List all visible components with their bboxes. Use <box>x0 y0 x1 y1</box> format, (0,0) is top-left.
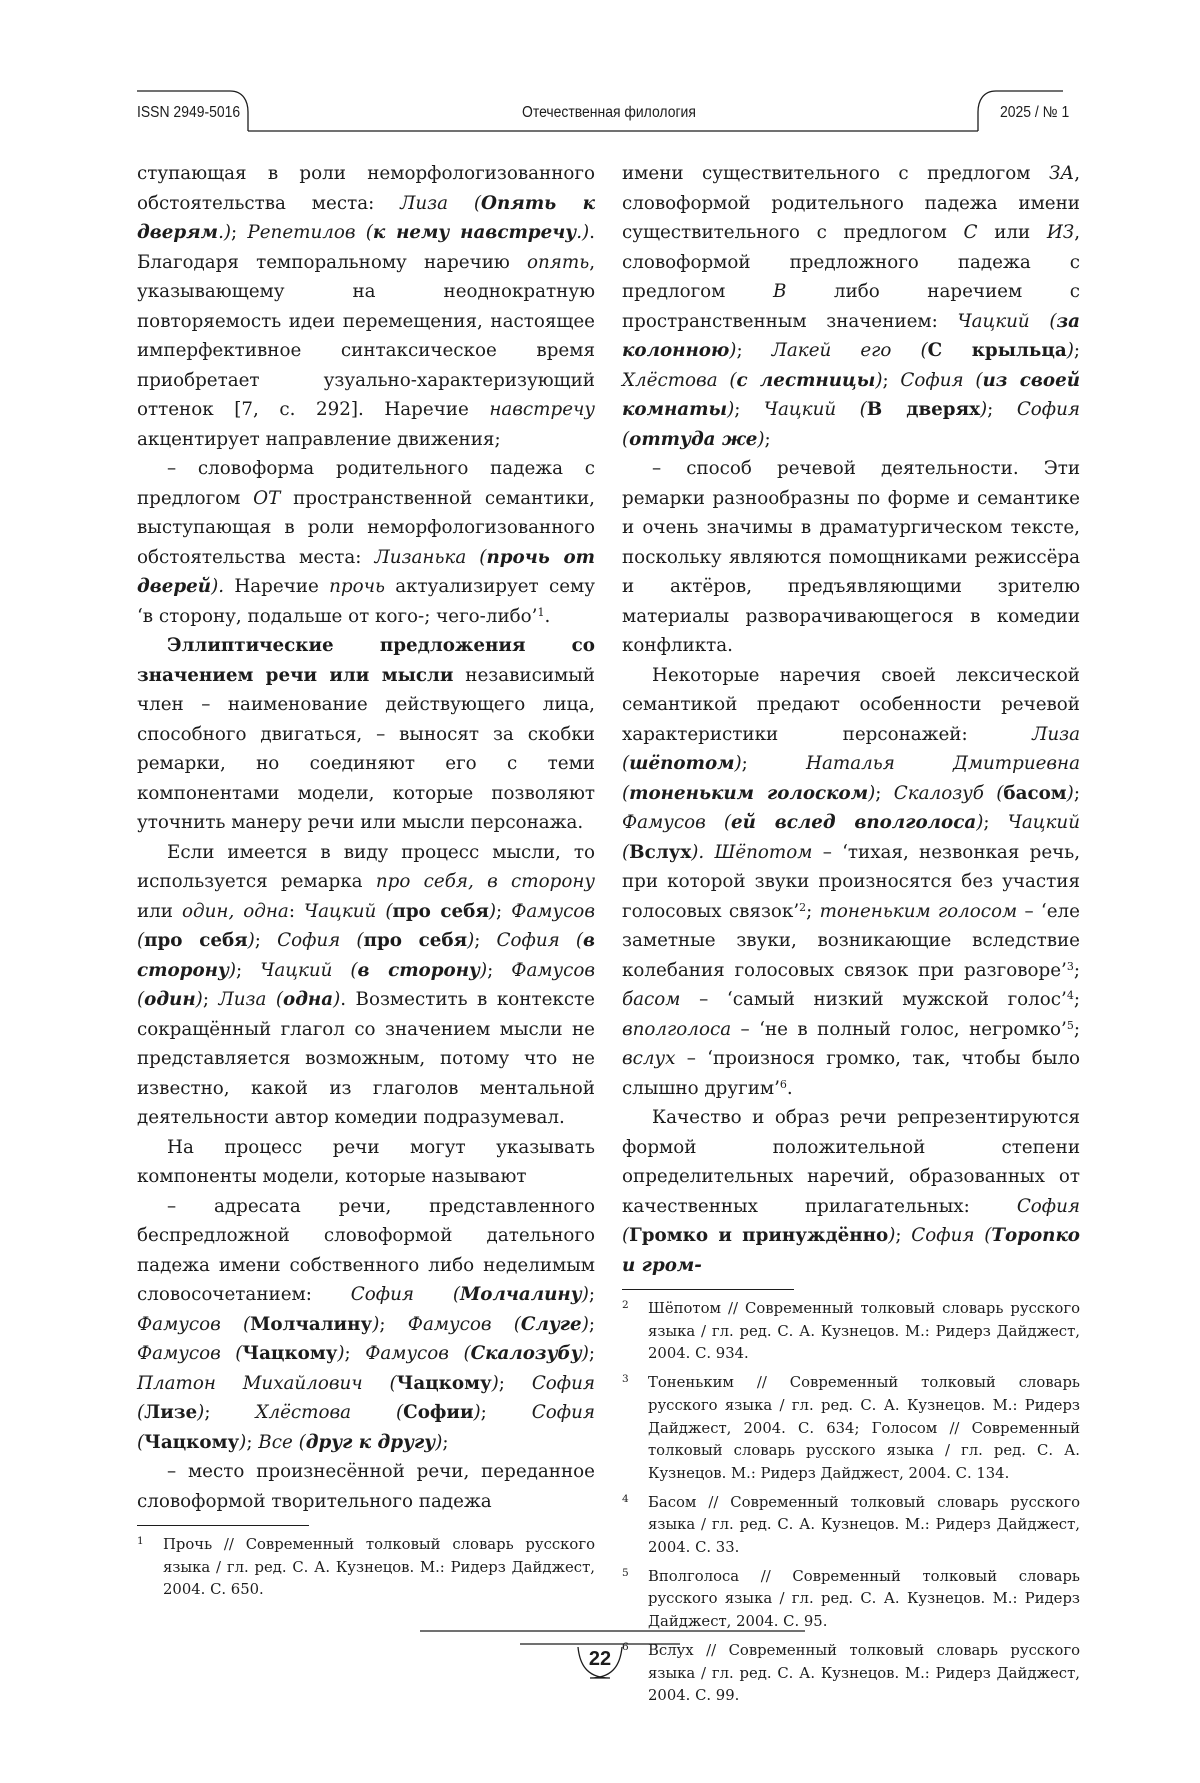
text-run: Скалозубу <box>470 1343 582 1364</box>
paragraph <box>137 1133 595 1192</box>
text-run: , указывающему на неоднократную повторяемость идеи перемещения, настоящее имперфективное синтаксическое время приобретает узуально-характеризующий оттенок [7, с. 292]. Наречие <box>137 251 595 420</box>
text-run <box>704 842 714 863</box>
text-run: Молчалину <box>250 1313 373 1335</box>
footnote-text: Тоненьким // Современный толковый словарь русского языка / гл. ред. С. А. Кузнецов. М.: Ридерз Дайджест, 2004. С. 634; Голосом // Современный толковый словарь русского языка / гл. ред. С. А. Кузнецов. М.: Ридерз Дайджест, 2004. С. 134. <box>648 1374 1080 1482</box>
text-run: ; <box>202 989 219 1010</box>
text-run: пространственной семантики, выступающая в роли неморфологизованного обстоятельства места: <box>137 487 595 568</box>
text-run: ) <box>581 1343 589 1364</box>
text-run: ; <box>231 222 248 243</box>
text-run: Качество и образ речи репрезентируются формой положительной степени определительных наречий, образованных от качественных прилагательных: <box>622 1107 1080 1217</box>
paragraph <box>137 631 595 838</box>
footnote <box>137 1534 595 1602</box>
text-run: ; <box>895 1225 912 1246</box>
text-run: ) <box>734 753 742 774</box>
text-run: ОТ <box>253 487 281 509</box>
text-run: Наречие <box>224 576 330 597</box>
text-run: ; <box>1073 340 1080 361</box>
footnote-number: 4 <box>622 1492 629 1505</box>
text-run: С <box>963 222 978 243</box>
text-run: София ( <box>277 930 364 951</box>
text-run: Если имеется в виду процесс мысли, то используется ремарка <box>137 841 595 892</box>
text-run: ) <box>727 399 735 420</box>
paragraph <box>137 838 595 1133</box>
footnote <box>622 1492 1080 1560</box>
text-run: София ( <box>911 1225 992 1246</box>
text-run: С крыльца <box>927 340 1067 361</box>
footnotes <box>137 1534 595 1602</box>
text-run: или <box>977 222 1047 243</box>
footnote-text: Басом // Современный толковый словарь русского языка / гл. ред. С. А. Кузнецов. М.: Ридерз Дайджест, 2004. С. 33. <box>648 1493 1080 1557</box>
footnote-number: 6 <box>622 1640 629 1653</box>
text-run: опять <box>527 251 590 273</box>
text-run: Наталья Дмитриевна ( <box>622 753 1080 804</box>
text-run: ) <box>581 1284 589 1305</box>
text-run: за колонною <box>622 310 1080 361</box>
text-run: из своей комнаты <box>622 369 1080 420</box>
text-run: ; <box>588 1313 595 1335</box>
text-run: ) <box>488 900 497 922</box>
footnote <box>622 1640 1080 1708</box>
text-run: прочь от дверей <box>137 546 596 597</box>
text-run: ) <box>868 782 876 804</box>
text-run: ; <box>442 1431 449 1453</box>
text-run: ей вслед вполголоса <box>731 812 977 833</box>
text-run: про себя <box>392 900 489 922</box>
text-run: , словоформой родительного падежа имени существительного с предлогом <box>622 163 1080 243</box>
text-run: тоненьким голоском <box>629 782 869 804</box>
text-run: Некоторые наречия своей лексической семантикой предают особенности речевой характеристики персонажей: <box>622 664 1080 745</box>
paragraph <box>137 1457 595 1516</box>
text-run: Фамусов ( <box>137 900 595 951</box>
text-run: – ‘не в полный голос, негромко’ <box>731 1018 1067 1040</box>
text-run: ) <box>491 1372 499 1394</box>
text-run: ; <box>1073 959 1080 981</box>
paragraph <box>622 159 1080 454</box>
text-run: ; <box>246 1431 259 1453</box>
text-run: имени существительного с предлогом <box>622 163 1049 184</box>
text-run: ) <box>337 1343 345 1364</box>
text-run: Лиза ( <box>218 989 283 1010</box>
text-run: . Возместить в контексте сокращённый глагол со значением мысли не представляется возможным, потому что не известно, какой из глаголов ментальной деятельности автор комедии подразумевал. <box>137 989 595 1128</box>
text-run: Хлёстова ( <box>622 369 737 391</box>
text-run: ) <box>976 812 984 833</box>
text-run: ) <box>888 1225 896 1246</box>
text-run: Фамусов ( <box>137 959 595 1010</box>
text-run: – ‘самый низкий мужской голос’ <box>680 989 1067 1010</box>
text-run: – адресата речи, представленного беспредложной словоформой дательного падежа имени собственного либо неделимым словосочетанием: <box>137 1195 595 1305</box>
text-run: ) <box>729 340 737 361</box>
text-run: ; <box>1073 989 1080 1010</box>
text-run: Шёпотом <box>714 841 813 863</box>
header-issue: 2025 / № 1 <box>1000 104 1070 121</box>
text-run: ) <box>435 1431 443 1453</box>
text-run: Лизе <box>144 1402 198 1423</box>
text-run: ). <box>691 841 705 863</box>
text-run: ) <box>228 959 237 981</box>
text-run: независимый член – наименование действующего лица, способного двигаться, – выносят за скобки ремарки, но соединяют его с теми компонентами модели, которые позволяют уточнить манеру речи или мысли персонажа. <box>137 664 595 833</box>
text-run: с лестницы <box>736 369 876 391</box>
footnotes <box>622 1298 1080 1708</box>
text-run: ИЗ <box>1046 222 1075 243</box>
text-run: ). <box>211 576 225 597</box>
text-run: .) <box>576 222 590 243</box>
text-run: басом <box>622 989 681 1010</box>
text-run: ; <box>734 399 764 420</box>
footnote-number: 3 <box>622 1373 629 1386</box>
text-run: или <box>137 900 183 922</box>
text-run: ) <box>247 930 255 951</box>
text-run: ) <box>467 930 475 951</box>
text-run: Чацкому <box>242 1343 338 1364</box>
text-run: вполголоса <box>622 1018 732 1040</box>
text-run: ; <box>236 959 261 981</box>
footnote <box>622 1566 1080 1634</box>
footnote-ref: 3 <box>1066 959 1074 973</box>
text-run: ; <box>764 428 771 450</box>
text-run: София ( <box>350 1284 461 1305</box>
text-run: ) <box>479 959 488 981</box>
text-run: Лакей его ( <box>771 340 928 361</box>
footnote-ref: 4 <box>1066 989 1074 1002</box>
text-run: басом <box>1003 782 1067 804</box>
text-run: София ( <box>137 1402 595 1453</box>
text-run: – ‘произнося громко, так, чтобы было слышно другим’ <box>622 1048 1080 1099</box>
text-run: ; <box>588 1343 595 1364</box>
text-run: В дверях <box>866 399 980 420</box>
text-run: ; <box>1073 1018 1080 1040</box>
text-run: .) <box>218 222 232 243</box>
text-run: про себя <box>144 930 248 951</box>
text-run: акцентирует направление движения; <box>137 428 501 450</box>
footnote-text: Вслух // Современный толковый словарь русского языка / гл. ред. С. А. Кузнецов. М.: Ридерз Дайджест, 2004. С. 99. <box>648 1641 1080 1705</box>
text-run: София ( <box>900 369 983 391</box>
text-run: Громко и принуждённо <box>629 1225 889 1246</box>
text-run: про себя <box>363 930 468 951</box>
text-run: Слуге <box>520 1313 582 1335</box>
footnote <box>622 1372 1080 1486</box>
text-run: Чацкий ( <box>763 399 867 420</box>
text-run: София ( <box>622 399 1080 450</box>
text-run: . <box>544 605 551 627</box>
text-run: Опять к дверям <box>137 192 596 243</box>
text-run: Платон Михайлович ( <box>137 1372 397 1394</box>
left-column <box>137 159 595 1608</box>
text-run: ) <box>372 1313 380 1335</box>
text-run: София ( <box>496 930 583 951</box>
text-run: Фамусов ( <box>407 1313 521 1335</box>
text-run: ; <box>987 399 1017 420</box>
text-run: – ‘еле заметные звуки, возникающие вследствие колебания голосовых связок при разговоре’ <box>622 900 1080 981</box>
text-run: ЗА <box>1048 163 1075 184</box>
text-run: ) <box>980 399 988 420</box>
text-run: вслух <box>622 1048 676 1069</box>
footnote-text: Шёпотом // Современный толковый словарь русского языка / гл. ред. С. А. Кузнецов. М.: Ридерз Дайджест, 2004. С. 934. <box>648 1300 1080 1363</box>
footnote-separator <box>137 1525 309 1526</box>
footnote-number: 5 <box>622 1566 629 1579</box>
text-run: ; <box>983 812 1008 833</box>
text-run: ) <box>333 989 341 1010</box>
text-run: прочь <box>329 576 385 597</box>
text-run: Чацкий ( <box>304 900 393 922</box>
text-run: – способ речевой деятельности. Эти ремарки разнообразны по форме и семантике и очень значимы в драматургическом тексте, поскольку являются помощниками режиссёра и актёров, предъявляющими зрителю материалы разворачивающегося в комедии конфликта. <box>622 458 1080 656</box>
text-run: ; <box>379 1313 408 1335</box>
text-run: навстречу <box>489 399 595 420</box>
paragraph <box>137 159 595 454</box>
page-number: 22 <box>588 1648 612 1670</box>
footnote-ref: 5 <box>1066 1018 1074 1032</box>
text-run: . Благодаря темпоральному наречию <box>137 222 595 273</box>
text-run: ) <box>757 428 765 450</box>
text-run: ; <box>204 1402 256 1423</box>
text-run: – ‘тихая, незвонкая речь, при которой звуки произносятся без участия голосовых связок’ <box>622 841 1081 922</box>
text-run: шёпотом <box>629 753 735 774</box>
text-run: Чацкому <box>396 1372 492 1394</box>
text-run: Фамусов ( <box>365 1343 471 1364</box>
text-run: : <box>288 900 305 922</box>
text-run: Скалозуб ( <box>893 782 1004 804</box>
paragraph <box>137 454 595 631</box>
text-run: друг к другу <box>305 1431 436 1453</box>
text-run: Лизанька ( <box>374 546 487 568</box>
footnote <box>622 1298 1080 1366</box>
text-run: ) <box>581 1313 589 1335</box>
paragraph <box>137 1192 595 1458</box>
text-run: актуализирует сему ‘в сторону, подальше от кого-; чего-либо’ <box>137 576 595 627</box>
text-run: ; <box>588 1284 595 1305</box>
text-run: Чацкий ( <box>622 812 1080 863</box>
text-run: София ( <box>622 1195 1080 1246</box>
right-column <box>622 159 1080 1714</box>
text-run: про себя, в сторону <box>375 871 595 892</box>
text-run: в сторону <box>357 959 480 981</box>
footnote-text: Вполголоса // Современный толковый словарь русского языка / гл. ред. С. А. Кузнецов. М.: Ридерз Дайджест, 2004. С. 95. <box>648 1567 1080 1631</box>
footnote-text: Прочь // Современный толковый словарь русского языка / гл. ред. С. А. Кузнецов. М.: Ридерз Дайджест, 2004. С. 650. <box>163 1536 595 1599</box>
text-run: ; <box>344 1343 366 1364</box>
text-run: Лиза ( <box>400 192 482 214</box>
text-run: Репетилов ( <box>247 222 373 243</box>
text-run: ) <box>1066 340 1074 361</box>
text-run: тоненьким голосом <box>819 900 1018 922</box>
text-run: в сторону <box>137 930 595 981</box>
footnote-separator <box>622 1289 794 1290</box>
text-run: Лиза ( <box>622 723 1080 774</box>
text-run: Все ( <box>258 1431 306 1453</box>
text-run: Софии <box>403 1402 474 1423</box>
text-run: Чацкий ( <box>260 959 358 981</box>
text-run: , словоформой предложного падежа с предлогом <box>622 222 1080 302</box>
text-run: – словоформа родительного падежа с предлогом <box>137 458 595 509</box>
text-run: Чацкий ( <box>957 310 1057 332</box>
text-run: оттуда же <box>629 428 758 450</box>
text-run: Эллиптические предложения со значением речи или мысли <box>137 635 595 686</box>
header-issn: ISSN 2949-5016 <box>137 104 241 121</box>
text-run: ) <box>239 1431 247 1453</box>
text-run: ; <box>736 340 772 361</box>
text-run: В <box>772 281 787 302</box>
text-run: ; <box>480 1402 532 1423</box>
text-run: ; <box>806 900 820 922</box>
text-run: Фамусов ( <box>137 1343 243 1364</box>
text-run: ) <box>197 1402 205 1423</box>
text-run: ) <box>473 1402 481 1423</box>
text-run: ; <box>474 930 497 951</box>
text-run: ) <box>195 989 203 1010</box>
text-run: либо наречием с пространственным значением: <box>622 281 1080 332</box>
text-run: Хлёстова ( <box>255 1402 404 1423</box>
text-run: Чацкому <box>144 1431 240 1453</box>
text-run: один <box>144 989 196 1010</box>
text-run: – место произнесённой речи, переданное словоформой творительного падежа <box>137 1461 595 1512</box>
footnote-ref: 2 <box>799 900 807 914</box>
text-run: ) <box>1066 782 1074 804</box>
footnote-number: 2 <box>622 1299 629 1311</box>
text-run: Молчалину <box>460 1284 582 1305</box>
text-run: одна <box>283 989 334 1010</box>
text-run: ) <box>875 369 883 391</box>
footnote-ref: 6 <box>779 1077 787 1091</box>
text-run: ; <box>882 369 901 391</box>
text-run: ; <box>496 900 512 922</box>
text-run: Торопко и гром- <box>622 1225 1081 1276</box>
text-run: ; <box>741 753 807 774</box>
paragraph <box>622 661 1080 1104</box>
text-run: один, одна <box>182 900 289 922</box>
header-journal-title: Отечественная филология <box>522 104 696 121</box>
text-run: Фамусов ( <box>137 1313 251 1335</box>
text-run: ; <box>1073 782 1080 804</box>
text-run: ступающая в роли неморфологизованного обстоятельства места: <box>137 163 595 214</box>
text-run: Фамусов ( <box>622 812 732 833</box>
text-run: Вслух <box>629 841 692 863</box>
text-run: ; <box>487 959 512 981</box>
text-run: ; <box>254 930 278 951</box>
text-run: к нему навстречу <box>372 222 577 243</box>
text-run: . <box>786 1077 793 1099</box>
footnote-number: 1 <box>137 1535 144 1547</box>
text-run: София ( <box>137 1372 595 1423</box>
paragraph <box>622 1103 1080 1280</box>
footnote-ref: 1 <box>537 605 545 619</box>
text-run: На процесс речи могут указывать компоненты модели, которые называют <box>137 1136 595 1187</box>
text-run: ; <box>875 782 894 804</box>
text-run: ; <box>498 1372 532 1394</box>
paragraph <box>622 454 1080 661</box>
